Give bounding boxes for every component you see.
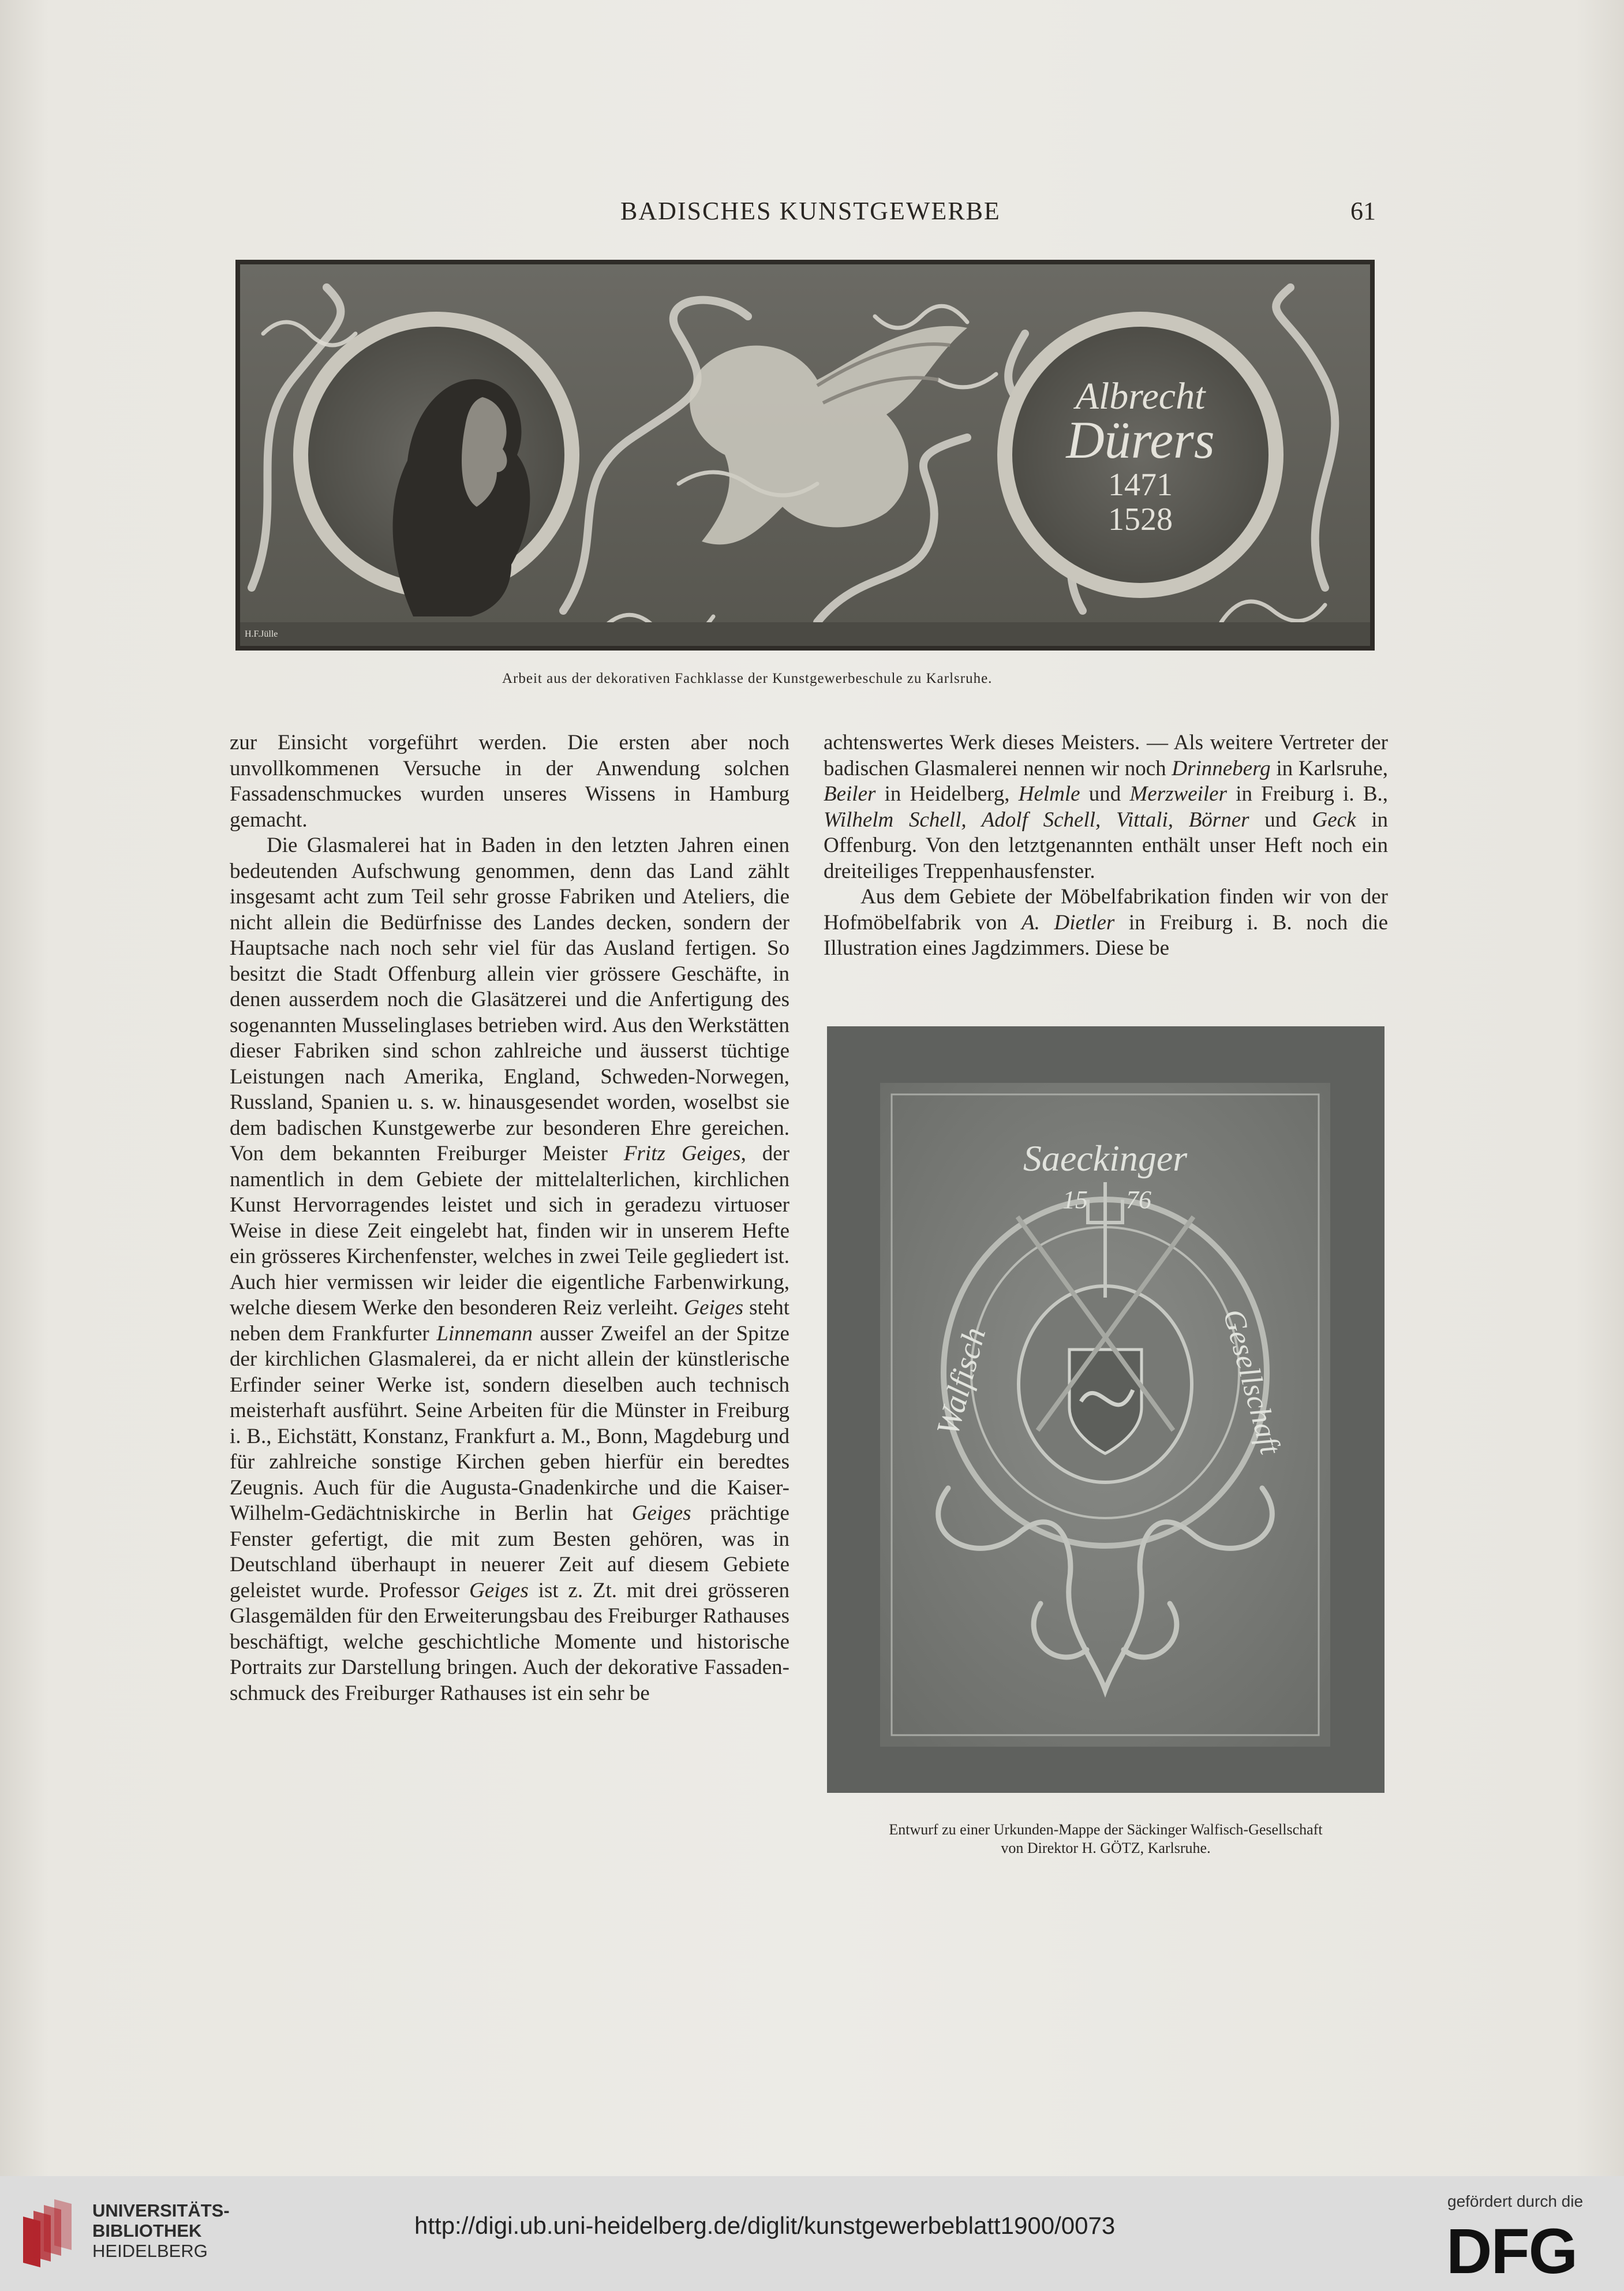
university-library-logo-icon	[17, 2199, 81, 2267]
saeckinger-folder-image	[827, 1026, 1384, 1793]
figure-caption-bottom	[827, 1821, 1384, 1858]
permalink-url[interactable]: http://digi.ub.uni-heidelberg.de/diglit/kunstgewerbeblatt1900/0073	[414, 2212, 1116, 2239]
inscription-line-3: 1471	[1108, 467, 1173, 503]
plate-inscription-right: Gesellschaft	[1217, 1306, 1287, 1458]
right-text-column	[824, 730, 1388, 962]
left-text-column	[230, 730, 789, 1706]
inscription-line-1: Albrecht	[1075, 375, 1206, 417]
paragraph: Die Glasmalerei hat in Baden in den letzten Jahren einen bedeutenden Aufschwung genommen, denn das Land zählt insgesamt acht zum Teil sehr grosse Fabriken und Ateliers, die nicht allein die Bedürfnisse des Landes decken, sondern der Hauptsache nach noch sehr viel für das Ausland fertigen. So besitzt die Stadt Offenburg allein vier grössere Geschäfte, in denen ausserdem noch die Glasätzerei und die Anfertigung des sogenannten Musselinglases betrieben wird. Aus den Werkstätten dieser Fabriken sind schon zahlreiche und äusserst tüchtige Leistungen nach Amerika, England, Schweden-Norwegen, Russland, Spanien u. s. w. hinausgesendet worden, woselbst sie dem badischen Kunstgewerbe zur besonderen Ehre gereichen. Von dem bekannten Freiburger Meister Fritz Geiges, der namentlich in dem Gebiete der mittelalterlichen, kirchlichen Kunst Hervorragendes leistet und sich in geradezu virtuoser Weise in diese Zeit eingelebt hat, finden wir in unserem Hefte ein grösseres Kirchenfenster, welches in zwei Teile gegliedert ist. Auch hier vermissen wir leider die eigentliche Farbenwirkung, welche diesem Werke den besonderen Reiz verleiht. Geiges steht neben dem Frankfurter Linnemann ausser Zweifel an der Spitze der kirchlichen Glasmalerei, da er nicht allein der künstlerische Erfinder seiner Werke ist, sondern dieselben auch technisch meisterhaft ausführt. Seine Arbeiten für die Münster in Freiburg i. B., Eichstätt, Konstanz, Frankfurt a. M., Bonn, Magdeburg und für zahlreiche sonstige Kirchen geben hierfür ein beredtes Zeugnis. Auch für die Augusta-Gnadenkirche und die Kaiser-Wilhelm-Gedächtniskirche in Berlin hat Geiges prächtige Fenster gefertigt, die mit zum Besten gehören, was in Deutschland überhaupt in neuerer Zeit auf diesem Gebiete geleistet wurde. Professor Geiges ist z. Zt. mit drei grösseren Glasgemälden für den Erweiterungsbau des Freiburger Rathauses beschäftigt, welche geschichtliche Momente und historische Portraits zur Darstellung bringen. Auch der dekorative Fassadenschmuck des Freiburger Rathauses ist ein sehr be	[230, 834, 789, 1705]
page-number: 61	[1350, 197, 1376, 225]
paragraph: zur Einsicht vorgeführt werden. Die ersten aber noch unvollkommenen Versuche in der Anwendung solchen Fassadenschmuckes wurden unseres Wissens in Hamburg gemacht.	[230, 731, 789, 832]
library-line: HEIDELBERG	[92, 2241, 208, 2261]
footer-bar	[0, 2176, 1624, 2291]
funding-label: gefördert durch die	[1447, 2192, 1584, 2210]
library-line: BIBLIOTHEK	[92, 2221, 202, 2241]
library-name	[92, 2200, 230, 2261]
plate-year-right: 76	[1126, 1186, 1151, 1214]
inscription-line-2: Dürers	[1066, 410, 1215, 469]
library-line: UNIVERSITÄTS-	[92, 2200, 230, 2221]
caption-line: Entwurf zu einer Urkunden-Mappe der Säckinger Walfisch-Gesellschaft	[889, 1821, 1323, 1838]
plate-year-left: 15	[1062, 1186, 1088, 1214]
inscription-line-4: 1528	[1108, 502, 1173, 537]
dfg-logo: DFG	[1446, 2216, 1577, 2287]
caption-line: von Direktor H. GÖTZ, Karlsruhe.	[1001, 1840, 1211, 1856]
plate-inscription-left: Walfisch	[929, 1324, 993, 1440]
durer-relief-image	[235, 260, 1375, 651]
paragraph: achtenswertes Werk dieses Meisters. — Als weitere Vertreter der badischen Glasmalerei nennen wir noch Drinneberg in Karlsruhe, Beiler in Heidelberg, Helmle und Merzweiler in Freiburg i. B., Wilhelm Schell, Adolf Schell, Vittali, Börner und Geck in Offenburg. Von den letztgenannten enthält unser Heft noch ein dreiteiliges Treppenhausfenster.	[824, 731, 1389, 883]
figure-caption-top: Arbeit aus der dekorativen Fachklasse der Kunstgewerbeschule zu Karlsruhe.	[502, 671, 993, 686]
paragraph: Aus dem Gebiete der Möbelfabrikation finden wir von der Hofmöbelfabrik von A. Dietler in Freiburg i. B. noch die Illustration eines Jagdzimmers. Diese be	[824, 885, 1388, 960]
relief-signature: H.F.Jülle	[245, 629, 278, 639]
running-head: BADISCHES KUNSTGEWERBE	[620, 197, 1001, 225]
plate-inscription-top: Saeckinger	[1023, 1138, 1188, 1179]
